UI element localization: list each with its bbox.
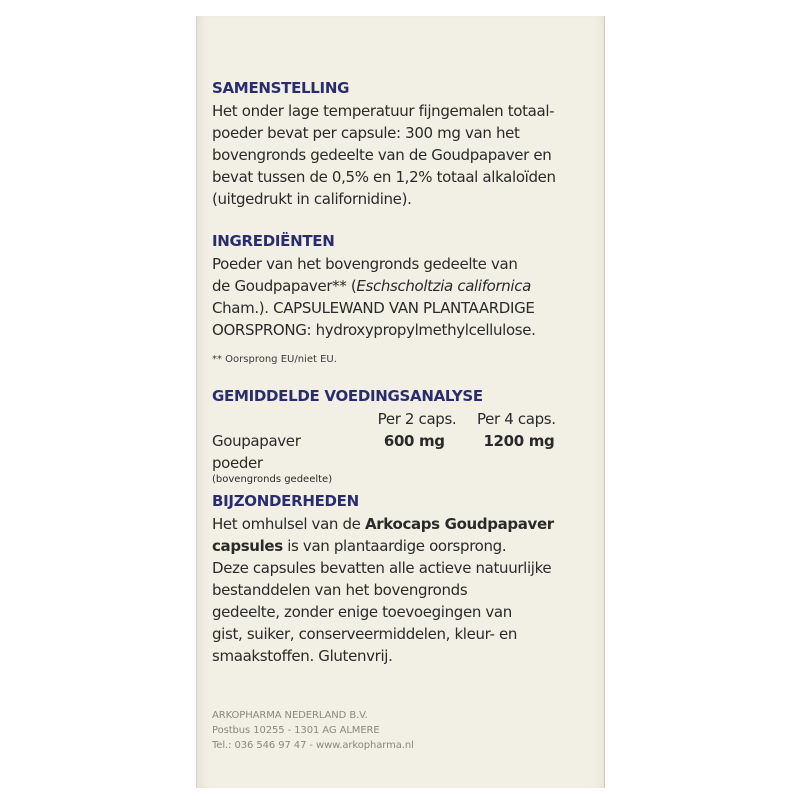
- ingredienten-line3: Cham.). CAPSULEWAND VAN PLANTAARDIGE: [212, 299, 535, 317]
- company-address: Postbus 10255 - 1301 AG ALMERE: [212, 725, 380, 736]
- origin-note: ** Oorsprong EU/niet EU.: [212, 354, 337, 365]
- section-ingredienten: [212, 231, 536, 367]
- samenstelling-text: Het onder lage temperatuur fijngemalen totaal- poeder bevat per capsule: 300 mg van het bovengronds gedeelte van de Goudpapaver en bevat tussen de 0,5% en 1,2% totaal alkaloïden (uitgedrukt in californidine).: [212, 102, 556, 208]
- bijzonderheden-line1: [212, 513, 554, 535]
- heading-voedingsanalyse: GEMIDDELDE VOEDINGSANALYSE: [212, 387, 483, 405]
- section-voedingsanalyse: [212, 386, 592, 486]
- company-contact: Tel.: 036 546 97 47 - www.arkopharma.nl: [212, 740, 414, 751]
- bijz-l1-pre: Het omhulsel van de: [212, 515, 365, 533]
- ingredienten-line4: OORSPRONG: hydroxypropylmethylcellulose.: [212, 321, 536, 339]
- bijz-l2-post: is van plantaardige oorsprong.: [282, 537, 507, 555]
- heading-bijzonderheden: BIJZONDERHEDEN: [212, 492, 359, 510]
- value-per-2-caps: 600 mg: [383, 432, 445, 450]
- ingredienten-line1: Poeder van het bovengronds gedeelte van: [212, 255, 518, 273]
- value-per-4-caps: 1200 mg: [483, 432, 555, 450]
- col-per-2-caps: Per 2 caps.: [377, 410, 457, 428]
- ingredienten-line2: [212, 275, 536, 297]
- col-per-4-caps: Per 4 caps.: [477, 410, 556, 428]
- company-footer: [212, 708, 414, 753]
- product-name: Arkocaps Goudpapaver: [364, 515, 554, 533]
- company-name: ARKOPHARMA NEDERLAND B.V.: [212, 710, 368, 721]
- section-samenstelling: [212, 78, 556, 210]
- bijzonderheden-line2: [212, 535, 554, 557]
- row-label: Goupapaver poeder: [212, 432, 301, 472]
- ingredienten-line2-pre: de Goudpapaver** (: [212, 277, 357, 295]
- bijzonderheden-rest: Deze capsules bevatten alle actieve natuurlijke bestanddelen van het bovengronds gedeelte, zonder enige toevoegingen van gist, suiker, conserveermiddelen, kleur- en smaakstoffen. Glutenvrij.: [212, 559, 552, 665]
- product-name-cont: capsules: [212, 537, 283, 555]
- analysis-data-row: [212, 430, 592, 474]
- heading-ingredienten: INGREDIËNTEN: [212, 232, 335, 250]
- latin-name: Eschscholtzia californica: [356, 277, 531, 295]
- heading-samenstelling: SAMENSTELLING: [212, 79, 350, 97]
- analysis-header-row: [212, 408, 592, 430]
- background-top: [0, 0, 800, 16]
- section-bijzonderheden: [212, 491, 554, 667]
- row-sublabel: (bovengronds gedeelte): [212, 474, 333, 485]
